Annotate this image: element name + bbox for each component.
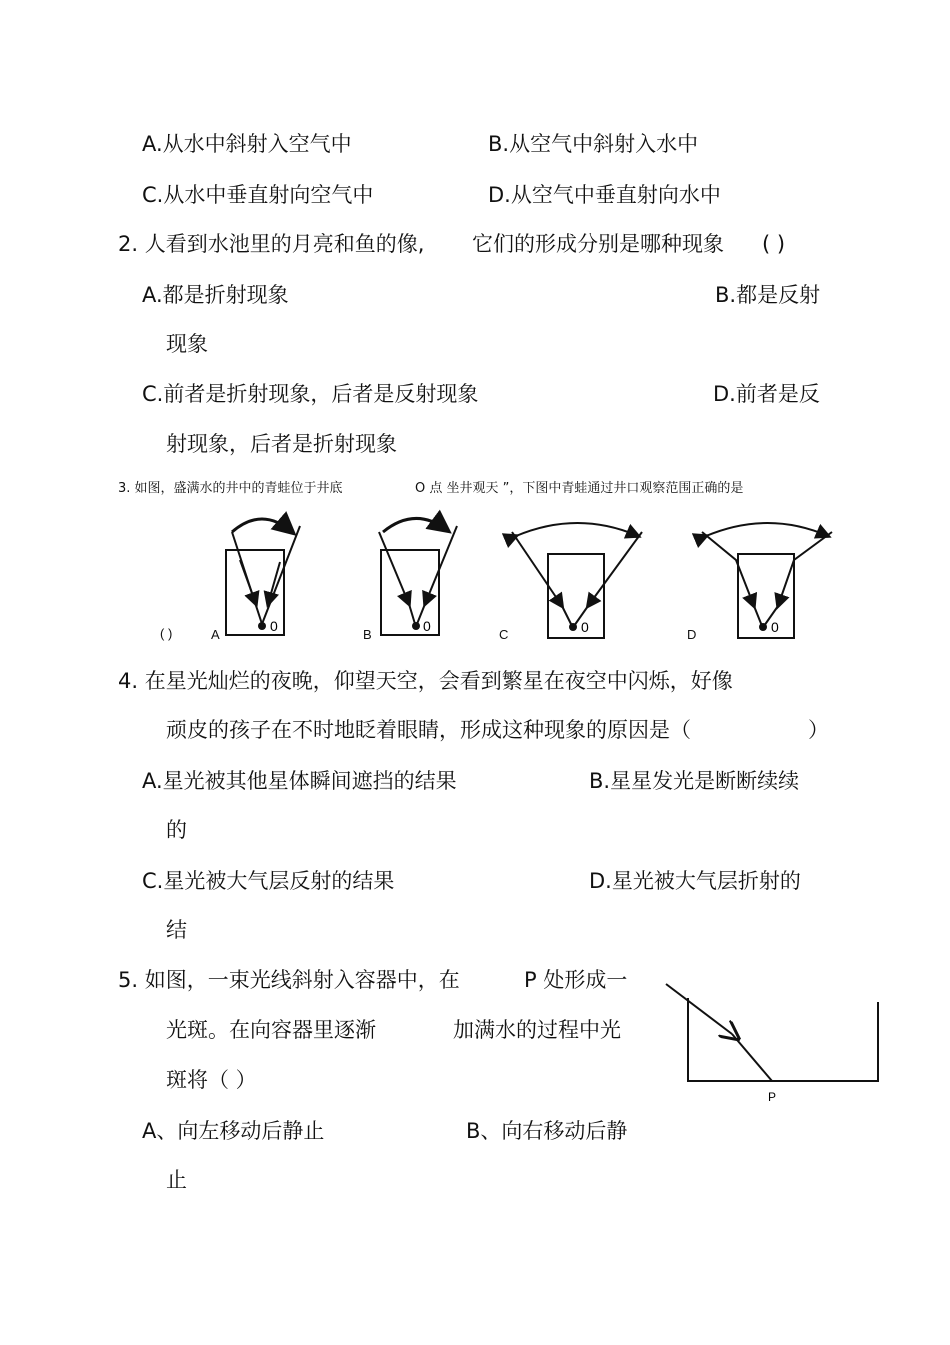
q5-stem-line2b: 加满水的过程中光 [453, 1018, 621, 1042]
sight-line-left [702, 532, 754, 606]
ray-link-left [562, 606, 572, 626]
point-label: 0 [270, 618, 278, 634]
q5-stem-line2a: 光斑。在向容器里逐渐 [166, 1018, 376, 1042]
q2-stem-part1: 2. 人看到水池里的月亮和鱼的像, [118, 232, 425, 256]
view-arc [383, 518, 447, 532]
q2-option-b-cont: 现象 [166, 332, 208, 356]
q3-label-a: A [211, 627, 220, 642]
q3-label-d: D [687, 627, 697, 642]
q5-stem-line3: 斑将（ ） [166, 1068, 257, 1092]
point-p-label: P [768, 1090, 777, 1104]
q5-stem-line1a: 5. 如图，一束光线斜射入容器中，在 [118, 968, 460, 992]
q3-diagram-a [210, 510, 320, 640]
light-ray-lower [732, 1034, 772, 1081]
q2-option-c: C.前者是折射现象，后者是反射现象 [142, 382, 479, 406]
sight-line-right [778, 532, 832, 606]
q1-option-b: B.从空气中斜射入水中 [488, 132, 699, 156]
q4-stem-line1: 4. 在星光灿烂的夜晚，仰望天空，会看到繁星在夜空中闪烁，好像 [118, 669, 733, 693]
frog-point [569, 623, 577, 631]
q4-stem-line2: 顽皮的孩子在不时地眨着眼睛，形成这种现象的原因是（ [166, 718, 691, 742]
q3-label-b: B [363, 627, 372, 642]
q3-stem-part2: O 点 坐井观天 ”，下图中青蛙通过井口观察范围正确的是 [415, 481, 744, 496]
q3-stem-part1: 3. 如图，盛满水的井中的青蛙位于井底 [118, 481, 343, 496]
q5-option-b: B、向右移动后静 [466, 1119, 628, 1143]
q2-option-d: D.前者是反 [713, 382, 820, 406]
point-label: 0 [423, 618, 431, 634]
frog-point [258, 622, 266, 630]
q5-option-b-cont: 止 [166, 1168, 187, 1192]
q4-answer-paren-close: ） [808, 718, 829, 742]
q2-answer-paren: ( ) [762, 232, 786, 256]
q4-option-d: D.星光被大气层折射的 [589, 869, 801, 893]
sight-line-right [262, 526, 300, 624]
q3-answer-paren: ( ) [160, 626, 173, 641]
sight-line-left [379, 532, 409, 604]
q4-option-c: C.星光被大气层反射的结果 [142, 869, 395, 893]
q4-option-a: A.星光被其他星体瞬间遮挡的结果 [142, 769, 457, 793]
view-arc [516, 523, 638, 536]
point-label: 0 [581, 619, 589, 635]
q2-option-d-cont: 射现象，后者是折射现象 [166, 432, 397, 456]
q2-stem-part2: 它们的形成分别是哪种现象 [472, 232, 724, 256]
q3-diagram-c [508, 510, 648, 640]
q2-option-b: B.都是反射 [715, 283, 821, 307]
q4-option-d-cont: 结 [166, 918, 187, 942]
view-arc [232, 519, 292, 532]
q5-stem-line1b: P 处形成一 [524, 968, 628, 992]
q5-option-a: A、向左移动后静止 [142, 1119, 325, 1143]
ray-arrow-left [240, 560, 256, 604]
q5-container-diagram [660, 978, 890, 1108]
q1-option-c: C.从水中垂直射向空气中 [142, 183, 374, 207]
frog-point [759, 623, 767, 631]
q4-option-b: B.星星发光是断断续续 [589, 769, 800, 793]
point-label: 0 [771, 619, 779, 635]
sight-line-left [512, 532, 562, 606]
ray-link-left [754, 606, 762, 626]
container-outline [688, 998, 878, 1081]
light-ray-upper [666, 984, 732, 1034]
q1-option-d: D.从空气中垂直射向水中 [488, 183, 721, 207]
frog-point [412, 622, 420, 630]
view-arc [706, 523, 828, 536]
sight-line-right [588, 532, 642, 606]
q4-option-b-cont: 的 [166, 818, 187, 842]
ray-link-left [409, 604, 415, 624]
q2-option-a: A.都是折射现象 [142, 283, 289, 307]
q3-diagram-b [365, 510, 475, 640]
q3-diagram-d [698, 510, 838, 640]
q1-option-a: A.从水中斜射入空气中 [142, 132, 352, 156]
sight-line-right [425, 526, 457, 604]
q3-label-c: C [499, 627, 509, 642]
